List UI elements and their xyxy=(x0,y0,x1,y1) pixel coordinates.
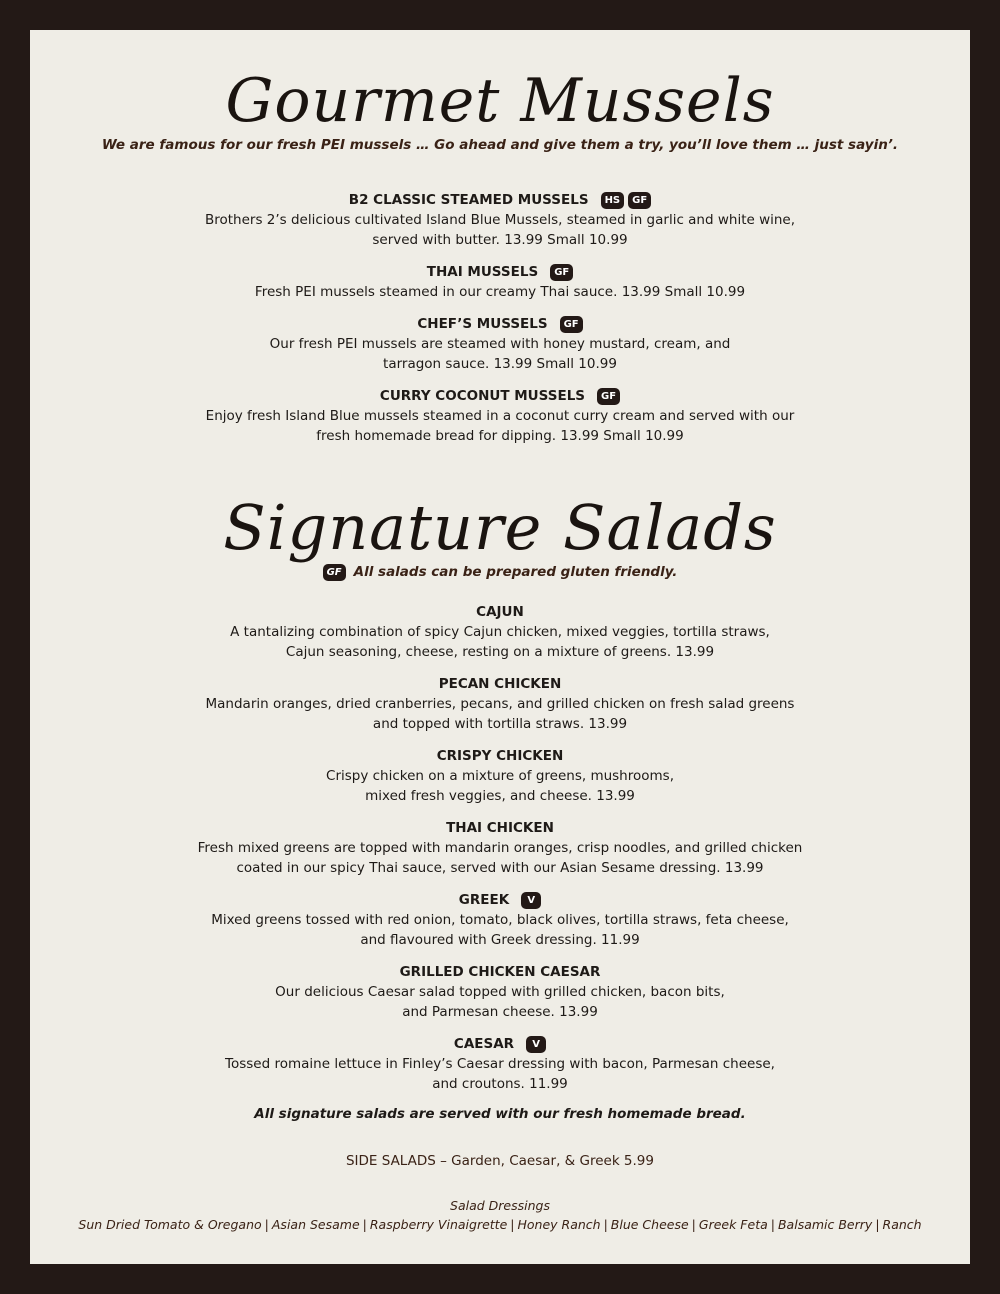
item-name-line xyxy=(30,190,970,210)
mussel-item xyxy=(30,262,970,302)
dressing-item: Asian Sesame xyxy=(271,1217,360,1232)
mussel-item xyxy=(30,386,970,446)
item-name: B2 CLASSIC STEAMED MUSSELS xyxy=(348,192,589,208)
item-description: mixed fresh veggies, and cheese. 13.99 xyxy=(365,788,635,804)
bread-note: All signature salads are served with our fresh homemade bread. xyxy=(254,1106,746,1122)
item-description: tarragon sauce. 13.99 Small 10.99 xyxy=(383,356,617,372)
item-description: and flavoured with Greek dressing. 11.99 xyxy=(360,932,640,948)
item-description: Fresh mixed greens are topped with mandarin oranges, crisp noodles, and grilled chicken xyxy=(197,840,803,856)
dressing-item: Greek Feta xyxy=(698,1217,768,1232)
item-description: fresh homemade bread for dipping. 13.99 Small 10.99 xyxy=(316,428,684,444)
gluten-friendly-text: All salads can be prepared gluten friendly. xyxy=(353,564,678,580)
dressing-separator: | xyxy=(691,1217,696,1232)
v-badge: V xyxy=(521,892,541,909)
item-name: CURRY COCONUT MUSSELS xyxy=(379,388,586,404)
salad-dressings-list xyxy=(30,1217,970,1232)
item-name: CAESAR xyxy=(453,1036,515,1052)
item-name-line xyxy=(30,962,970,982)
mussels-item-list xyxy=(30,190,970,458)
section-title-gourmet-mussels: Gourmet Mussels xyxy=(225,66,775,136)
v-badge: V xyxy=(526,1036,546,1053)
dressing-separator: | xyxy=(264,1217,269,1232)
item-description: Tossed romaine lettuce in Finley’s Caesar dressing with bacon, Parmesan cheese, xyxy=(225,1056,775,1072)
item-name: PECAN CHICKEN xyxy=(438,676,562,692)
dressing-item: Balsamic Berry xyxy=(777,1217,873,1232)
mussels-tagline: We are famous for our fresh PEI mussels … Go ahead and give them a try, you’ll love them … just sayin’. xyxy=(101,137,899,153)
salad-item xyxy=(30,1034,970,1094)
salad-item xyxy=(30,962,970,1022)
dressing-item: Blue Cheese xyxy=(610,1217,689,1232)
item-description: Crispy chicken on a mixture of greens, mushrooms, xyxy=(326,768,674,784)
item-description: A tantalizing combination of spicy Cajun chicken, mixed veggies, tortilla straws, xyxy=(230,624,770,640)
hs-badge: HS xyxy=(601,192,625,209)
gf-badge: GF xyxy=(597,388,620,405)
item-description: served with butter. 13.99 Small 10.99 xyxy=(372,232,628,248)
item-name-line xyxy=(30,818,970,838)
dressing-separator: | xyxy=(362,1217,367,1232)
dressing-separator: | xyxy=(510,1217,515,1232)
dressing-item: Sun Dried Tomato & Oregano xyxy=(78,1217,262,1232)
salad-item xyxy=(30,674,970,734)
dressing-item: Raspberry Vinaigrette xyxy=(369,1217,508,1232)
item-description: Brothers 2’s delicious cultivated Island Blue Mussels, steamed in garlic and white wine, xyxy=(204,212,796,228)
dressing-separator: | xyxy=(770,1217,775,1232)
item-name-line xyxy=(30,314,970,334)
item-description: and topped with tortilla straws. 13.99 xyxy=(372,716,628,732)
item-name-line xyxy=(30,602,970,622)
item-name: CAJUN xyxy=(476,604,524,620)
item-name: CRISPY CHICKEN xyxy=(436,748,564,764)
item-description: Mandarin oranges, dried cranberries, pecans, and grilled chicken on fresh salad greens xyxy=(205,696,795,712)
salads-item-list xyxy=(30,602,970,1106)
item-name-line xyxy=(30,890,970,910)
item-name: THAI MUSSELS xyxy=(426,264,539,280)
item-name-line xyxy=(30,262,970,282)
gf-badge: GF xyxy=(628,192,651,209)
salad-item xyxy=(30,746,970,806)
item-description: Fresh PEI mussels steamed in our creamy Thai sauce. 13.99 Small 10.99 xyxy=(254,284,746,300)
dressing-separator: | xyxy=(603,1217,608,1232)
salad-item xyxy=(30,818,970,878)
side-salads-line: SIDE SALADS – Garden, Caesar, & Greek 5.99 xyxy=(345,1153,654,1169)
item-description: and croutons. 11.99 xyxy=(432,1076,568,1092)
item-description: Our delicious Caesar salad topped with grilled chicken, bacon bits, xyxy=(275,984,725,1000)
mussel-item xyxy=(30,314,970,374)
mussel-item xyxy=(30,190,970,250)
item-description: coated in our spicy Thai sauce, served with our Asian Sesame dressing. 13.99 xyxy=(236,860,764,876)
salad-item xyxy=(30,890,970,950)
gf-badge: GF xyxy=(550,264,573,281)
gf-badge: GF xyxy=(323,564,346,581)
salad-item xyxy=(30,602,970,662)
item-description: and Parmesan cheese. 13.99 xyxy=(402,1004,598,1020)
dressing-separator: | xyxy=(875,1217,880,1232)
item-name-line xyxy=(30,674,970,694)
item-name-line xyxy=(30,1034,970,1054)
item-name-line xyxy=(30,386,970,406)
item-description: Mixed greens tossed with red onion, tomato, black olives, tortilla straws, feta cheese, xyxy=(211,912,789,928)
dressing-item: Honey Ranch xyxy=(517,1217,601,1232)
item-description: Our fresh PEI mussels are steamed with honey mustard, cream, and xyxy=(269,336,731,352)
gf-badge: GF xyxy=(560,316,583,333)
item-name: GRILLED CHICKEN CAESAR xyxy=(399,964,601,980)
item-description: Cajun seasoning, cheese, resting on a mixture of greens. 13.99 xyxy=(285,644,715,660)
item-name: CHEF’S MUSSELS xyxy=(417,316,548,332)
item-name: GREEK xyxy=(458,892,510,908)
item-description: Enjoy fresh Island Blue mussels steamed in a coconut curry cream and served with our xyxy=(205,408,795,424)
menu-page xyxy=(30,30,970,1264)
gluten-friendly-note xyxy=(30,564,970,581)
dressing-item: Ranch xyxy=(882,1217,922,1232)
item-name-line xyxy=(30,746,970,766)
item-name: THAI CHICKEN xyxy=(446,820,554,836)
section-title-signature-salads: Signature Salads xyxy=(223,491,777,564)
salad-dressings-heading: Salad Dressings xyxy=(450,1198,550,1213)
